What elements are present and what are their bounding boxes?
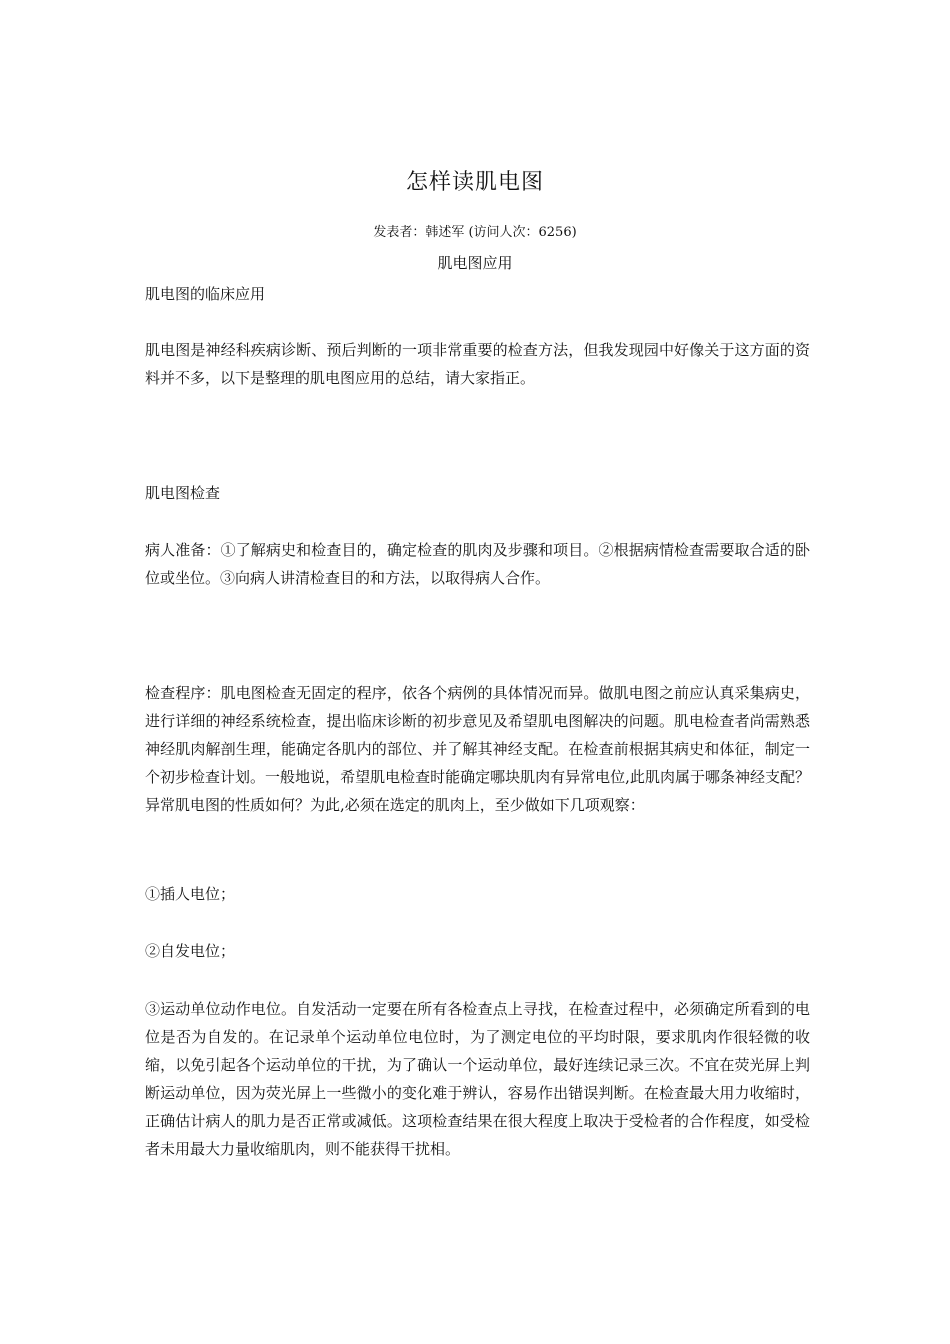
exam-procedure-paragraph: 检查程序：肌电图检查无固定的程序，依各个病例的具体情况而异。做肌电图之前应认真采集病史，进行详细的神经系统检查，提出临床诊断的初步意见及希望肌电图解决的问题。肌电检查者尚需熟悉神经肌肉解剖生理，能确定各肌内的部位、并了解其神经支配。在检查前根据其病史和体征，制定一个初步检查计划。一般地说，希望肌电检查时能确定哪块肌肉有异常电位,此肌肉属于哪条神经支配？异常肌电图的性质如何？为此,必须在选定的肌肉上，至少做如下几项观察： <box>145 684 810 814</box>
author-meta: 发表者：韩述军 (访问人次：6256) <box>373 225 577 240</box>
list-item-spontaneous: ②自发电位； <box>145 942 236 960</box>
patient-prep-paragraph: 病人准备：①了解病史和检查目的，确定检查的肌肉及步骤和项目。②根据病情检查需要取合适的卧位或坐位。③向病人讲清检查目的和方法，以取得病人合作。 <box>145 541 810 587</box>
intro-paragraph: 肌电图是神经科疾病诊断、预后判断的一项非常重要的检查方法，但我发现园中好像关于这方面的资料并不多，以下是整理的肌电图应用的总结，请大家指正。 <box>145 341 810 387</box>
section-subtitle: 肌电图应用 <box>437 254 513 272</box>
heading-clinical-application: 肌电图的临床应用 <box>145 285 266 303</box>
document-title: 怎样读肌电图 <box>405 170 544 195</box>
list-item-insertion: ①插人电位； <box>145 885 236 903</box>
heading-emg-exam: 肌电图检查 <box>145 484 221 502</box>
list-item-motor-unit: ③运动单位动作电位。自发活动一定要在所有各检查点上寻找，在检查过程中，必须确定所看到的电位是否为自发的。在记录单个运动单位电位时，为了测定电位的平均时限，要求肌肉作很轻微的收缩，以免引起各个运动单位的干扰，为了确认一个运动单位，最好连续记录三次。不宜在荧光屏上判断运动单位，因为荧光屏上一些微小的变化难于辨认，容易作出错误判断。在检查最大用力收缩时，正确估计病人的肌力是否正常或减低。这项检查结果在很大程度上取决于受检者的合作程度，如受检者未用最大力量收缩肌肉，则不能获得干扰相。 <box>145 1000 810 1158</box>
